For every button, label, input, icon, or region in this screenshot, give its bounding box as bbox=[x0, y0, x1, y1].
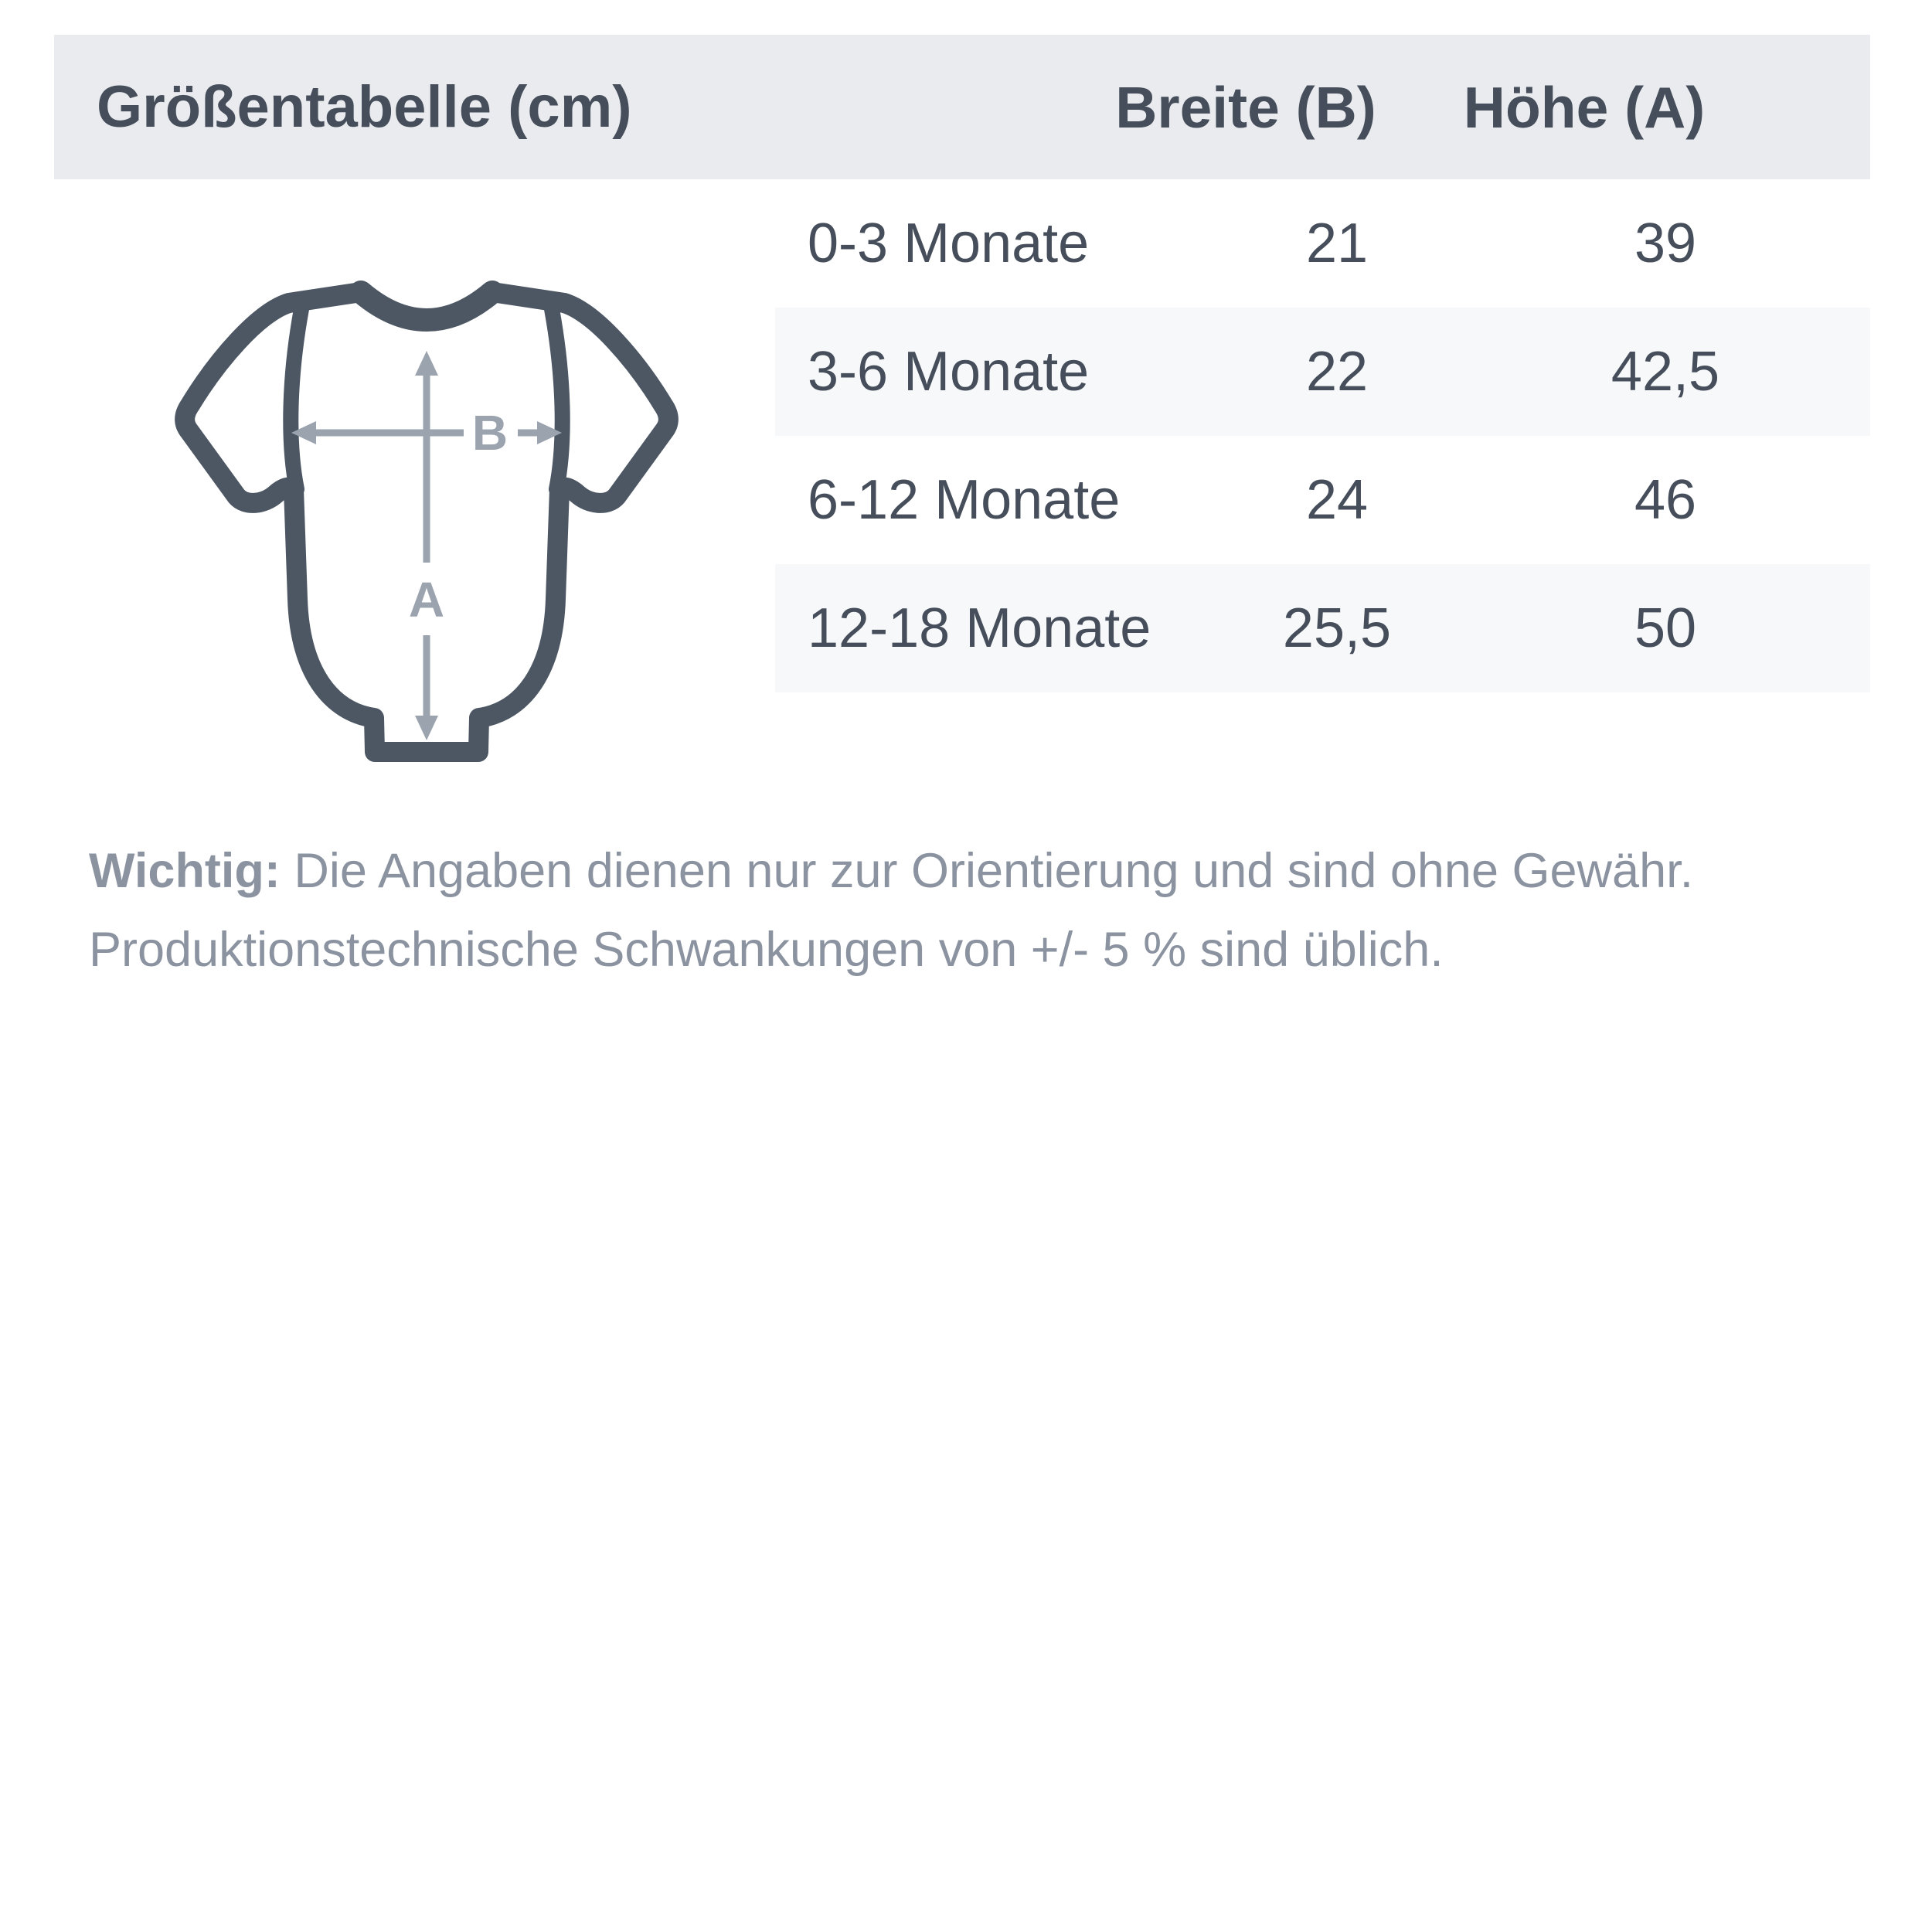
table-row bbox=[775, 564, 1870, 692]
hoehe-value: 39 bbox=[1634, 213, 1697, 274]
column-header-breite: Breite (B) bbox=[1115, 74, 1376, 140]
label-a: A bbox=[408, 572, 445, 628]
table-header-band bbox=[54, 35, 1870, 179]
size-label: 12-18 Monate bbox=[808, 597, 1151, 659]
table-row bbox=[775, 308, 1870, 436]
column-header-hoehe: Höhe (A) bbox=[1463, 74, 1706, 140]
breite-value: 24 bbox=[1305, 469, 1369, 531]
label-b: B bbox=[471, 405, 509, 461]
hoehe-value: 50 bbox=[1634, 597, 1697, 659]
hoehe-value: 46 bbox=[1634, 469, 1697, 531]
breite-value: 21 bbox=[1305, 213, 1369, 274]
size-table bbox=[775, 179, 1870, 692]
breite-value: 22 bbox=[1305, 341, 1369, 403]
bodysuit-measurement-diagram bbox=[172, 253, 682, 764]
size-label: 3-6 Monate bbox=[808, 341, 1090, 403]
disclaimer-note bbox=[89, 832, 1866, 989]
disclaimer-line1: Die Angaben dienen nur zur Orientierung und sind ohne Gewähr. bbox=[294, 844, 1694, 898]
table-row bbox=[775, 436, 1870, 564]
hoehe-value: 42,5 bbox=[1611, 341, 1720, 403]
height-arrow bbox=[415, 351, 438, 740]
page-title: Größentabelle (cm) bbox=[97, 74, 632, 140]
disclaimer-line2: Produktionstechnische Schwankungen von +/- 5 % sind üblich. bbox=[89, 923, 1444, 977]
size-label: 6-12 Monate bbox=[808, 469, 1121, 531]
table-row bbox=[775, 179, 1870, 308]
breite-value: 25,5 bbox=[1282, 597, 1392, 659]
size-label: 0-3 Monate bbox=[808, 213, 1090, 274]
disclaimer-label: Wichtig: bbox=[89, 844, 281, 898]
